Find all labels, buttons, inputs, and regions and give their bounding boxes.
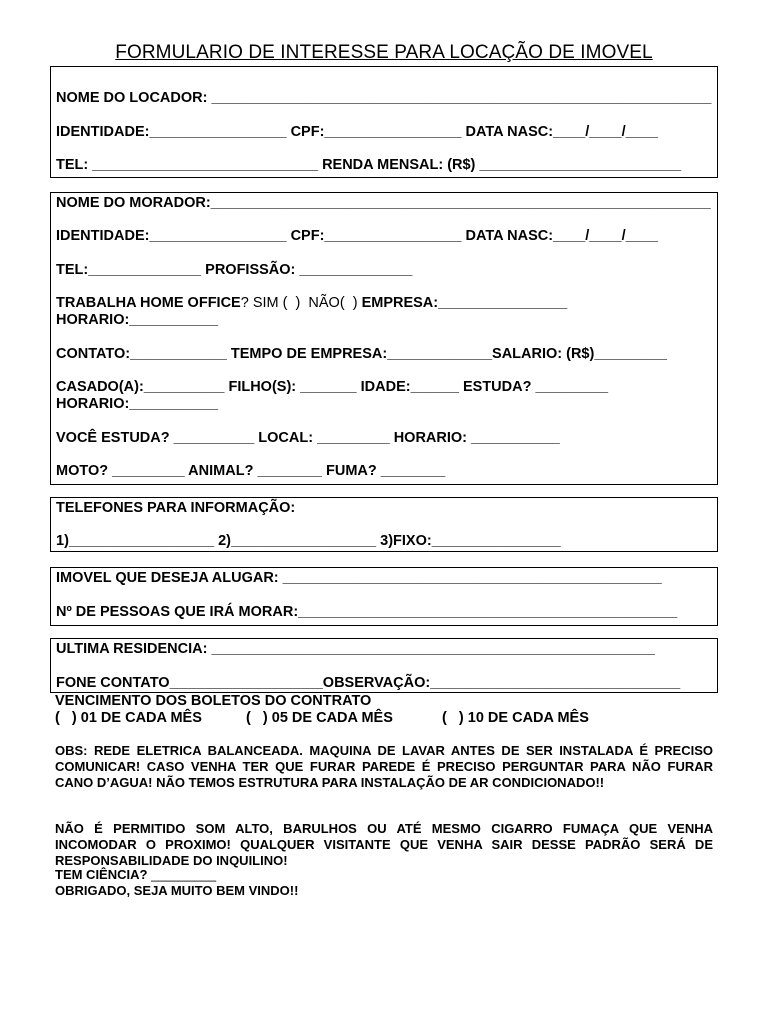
- horario-field-2[interactable]: HORARIO:___________: [56, 396, 219, 412]
- contato-line[interactable]: CONTATO:____________ TEMPO DE EMPRESA:_____________SALARIO: (R$)_________: [56, 346, 667, 362]
- horario-field[interactable]: HORARIO:___________: [56, 312, 219, 328]
- vencimento-option-10[interactable]: ( ) 10 DE CADA MÊS: [442, 710, 589, 726]
- vencimento-option-05[interactable]: ( ) 05 DE CADA MÊS: [246, 710, 393, 726]
- obs-paragraph-1: OBS: REDE ELETRICA BALANCEADA. MAQUINA DE LAVAR ANTES DE SER INSTALADA É PRECISO COMUNICAR! CASO VENHA TER QUE FURAR PAREDE É PRECISO PERGUNTAR PARA NÃO FURAR CANO D’AGUA! NÃO TEMOS ESTRUTURA PARA INSTALAÇÃO DE AR CONDICIONADO!!: [55, 743, 713, 790]
- vencimento-option-01[interactable]: ( ) 01 DE CADA MÊS: [55, 710, 202, 726]
- ciencia-line[interactable]: [55, 867, 713, 883]
- empresa-field[interactable]: EMPRESA:________________: [357, 295, 568, 311]
- morador-tel-line[interactable]: TEL:______________ PROFISSÃO: ______________: [56, 262, 413, 278]
- imovel-field[interactable]: IMOVEL QUE DESEJA ALUGAR: _______________________________________________: [56, 570, 662, 586]
- locador-nome-field[interactable]: NOME DO LOCADOR: ______________________________________________________________: [56, 90, 712, 106]
- voce-estuda-line[interactable]: VOCÊ ESTUDA? __________ LOCAL: _________ HORARIO: ___________: [56, 430, 560, 446]
- page-title: [0, 42, 768, 64]
- ultima-residencia-field[interactable]: ULTIMA RESIDENCIA: _______________________________________________________: [56, 641, 655, 657]
- morador-section: [50, 192, 718, 485]
- locador-section: [50, 66, 718, 178]
- home-office-label: TRABALHA HOME OFFICE: [56, 295, 241, 311]
- imovel-section: [50, 567, 718, 626]
- home-office-options[interactable]: ? SIM ( ) NÃO( ): [240, 295, 358, 311]
- obrigado-text: OBRIGADO, SEJA MUITO BEM VINDO!!: [55, 883, 299, 898]
- ciencia-blank[interactable]: _________: [151, 867, 217, 882]
- residencia-section: [50, 638, 718, 693]
- morador-identidade-line[interactable]: IDENTIDADE:_________________ CPF:_________________ DATA NASC:____/____/____: [56, 228, 658, 244]
- page-title-text: FORMULARIO DE INTERESSE PARA LOCAÇÃO DE IMOVEL: [115, 42, 653, 63]
- locador-identidade-line[interactable]: IDENTIDADE:_________________ CPF:_________________ DATA NASC:____/____/____: [56, 124, 658, 140]
- morador-nome-field[interactable]: NOME DO MORADOR:______________________________________________________________: [56, 195, 711, 211]
- pessoas-field[interactable]: Nº DE PESSOAS QUE IRÁ MORAR:_______________________________________________: [56, 604, 678, 620]
- telefones-header: TELEFONES PARA INFORMAÇÃO:: [56, 500, 296, 516]
- locador-tel-line[interactable]: TEL: ____________________________ RENDA MENSAL: (R$) _________________________: [56, 157, 682, 173]
- vencimento-header: VENCIMENTO DOS BOLETOS DO CONTRATO: [55, 693, 372, 709]
- telefones-section: [50, 497, 718, 552]
- casado-line[interactable]: CASADO(A):__________ FILHO(S): _______ IDADE:______ ESTUDA? _________: [56, 379, 609, 395]
- home-office-line[interactable]: [56, 295, 567, 312]
- fone-observacao-line[interactable]: FONE CONTATO___________________OBSERVAÇÃO:_______________________________: [56, 675, 681, 691]
- ciencia-label: TEM CIÊNCIA?: [55, 867, 152, 882]
- obs-paragraph-2: NÃO É PERMITIDO SOM ALTO, BARULHOS OU ATÉ MESMO CIGARRO FUMAÇA QUE VENHA INCOMODAR O PROXIMO! QUALQUER VISITANTE QUE VENHA SAIR DESSE PADRÃO SERÁ DE RESPONSABILIDADE DO INQUILINO!: [55, 821, 713, 868]
- moto-animal-fuma-line[interactable]: MOTO? _________ ANIMAL? ________ FUMA? ________: [56, 463, 446, 479]
- telefones-fields[interactable]: 1)__________________ 2)__________________ 3)FIXO:________________: [56, 533, 561, 549]
